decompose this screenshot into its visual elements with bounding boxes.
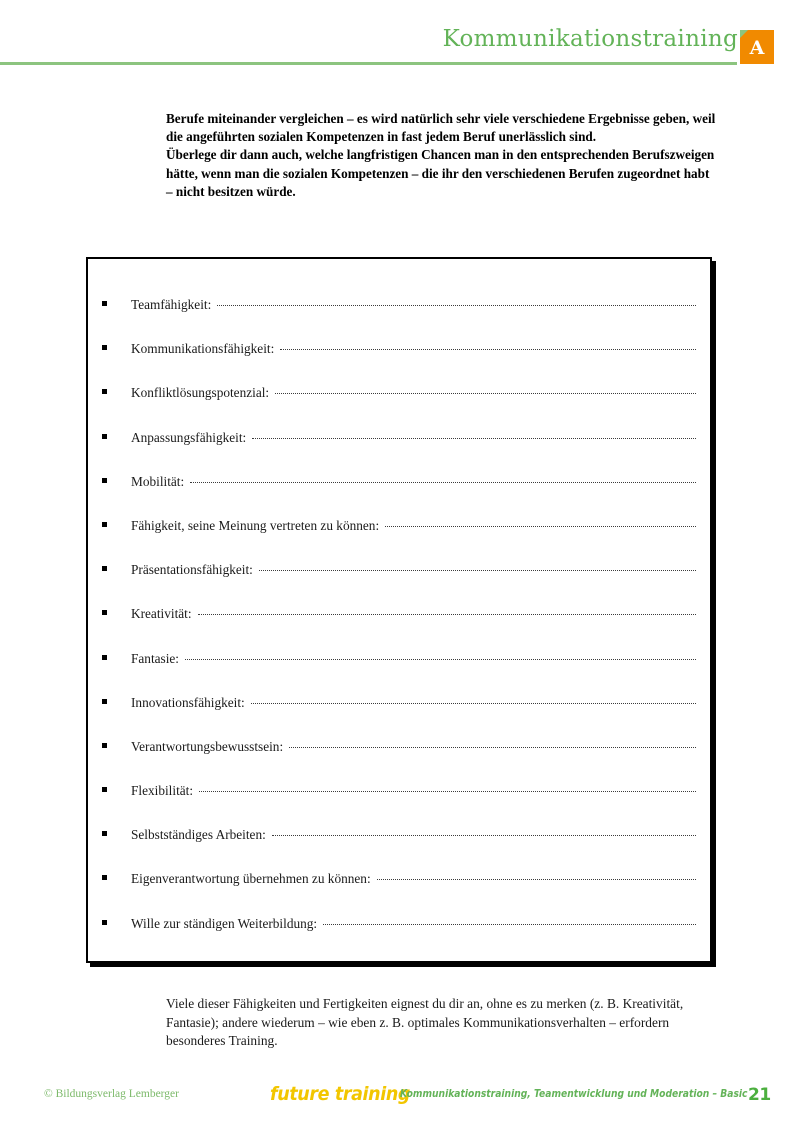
worksheet-row-label: Fähigkeit, seine Meinung vertreten zu können:: [131, 517, 380, 533]
square-bullet-icon: [102, 522, 107, 527]
worksheet-row-label: Präsentationsfähigkeit:: [131, 562, 253, 578]
worksheet-row-label: Mobilität:: [131, 473, 185, 489]
square-bullet-icon: [102, 434, 107, 439]
answer-blank-line[interactable]: [280, 348, 696, 350]
worksheet-row: [102, 430, 696, 474]
closing-paragraph: Viele dieser Fähigkeiten und Fertigkeiten eignest du dir an, ohne es zu merken (z. B. Kreativität, Fantasie); andere wiederum – wie eben z. B. optimales Kommunikationsverhalten – erfordern besonderes Training.: [166, 996, 684, 1049]
worksheet-row-label: Kreativität:: [131, 606, 192, 622]
page-header: [0, 0, 800, 78]
header-divider: [0, 62, 737, 65]
footer-copyright: © Bildungsverlag Lemberger: [44, 1088, 179, 1100]
answer-blank-line[interactable]: [199, 790, 696, 792]
worksheet-row-label: Flexibilität:: [131, 783, 194, 799]
page-title: Kommunikationstraining: [442, 26, 738, 52]
worksheet-row: [102, 827, 696, 871]
answer-blank-line[interactable]: [272, 834, 696, 836]
answer-blank-line[interactable]: [377, 878, 696, 880]
answer-blank-line[interactable]: [217, 304, 696, 306]
worksheet-row-label: Kommunikationsfähigkeit:: [131, 341, 275, 357]
square-bullet-icon: [102, 787, 107, 792]
page-footer: [0, 1080, 800, 1120]
worksheet-row: [102, 916, 696, 960]
worksheet-row: [102, 695, 696, 739]
closing-text: [166, 995, 706, 1051]
page-number: 21: [748, 1085, 771, 1105]
answer-blank-line[interactable]: [251, 702, 696, 704]
worksheet-row-label: Verantwortungsbewusstsein:: [131, 738, 284, 754]
worksheet-list: [102, 297, 696, 960]
worksheet-row-label: Fantasie:: [131, 650, 180, 666]
worksheet-row: [102, 651, 696, 695]
worksheet-row: [102, 606, 696, 650]
worksheet-row-label: Selbstständiges Arbeiten:: [131, 827, 266, 843]
footer-subtitle: Kommunikationstraining, Teamentwicklung und Moderation – Basic: [400, 1089, 748, 1100]
square-bullet-icon: [102, 389, 107, 394]
square-bullet-icon: [102, 301, 107, 306]
square-bullet-icon: [102, 478, 107, 483]
footer-brand: future training: [270, 1083, 411, 1105]
worksheet-row-label: Innovationsfähigkeit:: [131, 694, 245, 710]
worksheet-row-label: Teamfähigkeit:: [131, 297, 212, 312]
worksheet-row: [102, 341, 696, 385]
worksheet-row: [102, 871, 696, 915]
worksheet-box: [86, 257, 712, 963]
worksheet-row: [102, 562, 696, 606]
worksheet-row: [102, 518, 696, 562]
worksheet-row: [102, 474, 696, 518]
square-bullet-icon: [102, 610, 107, 615]
square-bullet-icon: [102, 743, 107, 748]
answer-blank-line[interactable]: [252, 437, 696, 439]
square-bullet-icon: [102, 699, 107, 704]
worksheet-row: [102, 739, 696, 783]
intro-paragraph-2: Überlege dir dann auch, welche langfristigen Chancen man in den entsprechenden Berufszweigen hätte, wenn man die sozialen Kompetenzen – die ihr den verschiedenen Berufen zugeordnet habt – nicht besitzen würde.: [166, 147, 715, 199]
square-bullet-icon: [102, 875, 107, 880]
square-bullet-icon: [102, 920, 107, 925]
square-bullet-icon: [102, 345, 107, 350]
answer-blank-line[interactable]: [385, 525, 696, 527]
answer-blank-line[interactable]: [198, 613, 696, 615]
worksheet-row-label: Anpassungsfähigkeit:: [131, 429, 247, 445]
worksheet-row-label: Wille zur ständigen Weiterbildung:: [131, 915, 318, 931]
worksheet-row: [102, 783, 696, 827]
square-bullet-icon: [102, 566, 107, 571]
answer-blank-line[interactable]: [185, 658, 696, 660]
answer-blank-line[interactable]: [190, 481, 696, 483]
worksheet-row: [102, 297, 696, 341]
square-bullet-icon: [102, 831, 107, 836]
worksheet-row-label: Konfliktlösungspotenzial:: [131, 385, 270, 401]
answer-blank-line[interactable]: [259, 569, 696, 571]
worksheet-row-label: Eigenverantwortung übernehmen zu können:: [131, 871, 371, 887]
badge-letter: A: [749, 37, 765, 59]
intro-paragraph-1: Berufe miteinander vergleichen – es wird natürlich sehr viele verschiedene Ergebnisse geben, weil die angeführten sozialen Kompetenzen in fast jedem Beruf unerlässlich sind.: [166, 111, 716, 145]
answer-blank-line[interactable]: [323, 923, 696, 925]
worksheet-row: [102, 385, 696, 429]
chapter-badge: [740, 30, 774, 64]
answer-blank-line[interactable]: [275, 392, 696, 394]
square-bullet-icon: [102, 655, 107, 660]
intro-text: [166, 110, 718, 201]
answer-blank-line[interactable]: [289, 746, 696, 748]
